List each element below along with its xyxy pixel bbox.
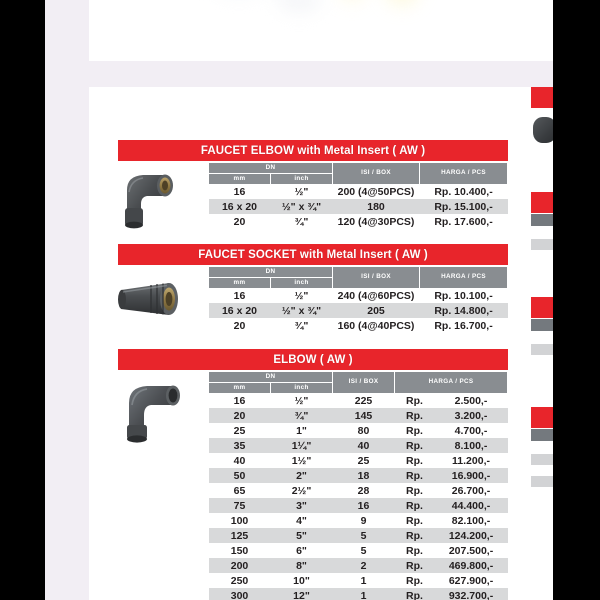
page-artifact bbox=[277, 0, 321, 12]
cell-harga-pcs: Rp. 10.400,- bbox=[420, 184, 508, 199]
cell-currency-label: Rp. bbox=[395, 423, 435, 438]
col-header-dn: DN bbox=[209, 163, 333, 174]
cell-mm: 100 bbox=[209, 513, 271, 528]
cell-harga-pcs: Rp. 17.600,- bbox=[420, 214, 508, 229]
cell-currency-label: Rp. bbox=[395, 543, 435, 558]
table-row bbox=[209, 483, 508, 498]
cell-isi-box: 5 bbox=[333, 528, 395, 543]
cell-inch: 1½" bbox=[271, 453, 333, 468]
cell-isi-box: 225 bbox=[333, 393, 395, 408]
col-header-inch: inch bbox=[271, 173, 333, 184]
preview-table-row bbox=[531, 239, 553, 250]
cell-harga-pcs: Rp. 16.700,- bbox=[420, 318, 508, 333]
table-row bbox=[209, 513, 508, 528]
cell-mm: 20 bbox=[209, 214, 271, 229]
table-row bbox=[209, 199, 508, 214]
table-row bbox=[209, 543, 508, 558]
preview-banner bbox=[531, 297, 553, 318]
cell-mm: 16 bbox=[209, 184, 271, 199]
cell-isi-box: 5 bbox=[333, 543, 395, 558]
faucet-elbow-with-metal-insert-photo bbox=[107, 164, 199, 230]
cell-isi-box: 200 (4@50PCS) bbox=[333, 184, 420, 199]
cell-isi-box: 9 bbox=[333, 513, 395, 528]
col-header-dn: DN bbox=[209, 372, 333, 383]
cell-inch: ¾" bbox=[271, 408, 333, 423]
cell-mm: 16 bbox=[209, 393, 271, 408]
cell-isi-box: 145 bbox=[333, 408, 395, 423]
col-header-harga-pcs: HARGA / PCS bbox=[420, 163, 508, 185]
cell-inch: 2" bbox=[271, 468, 333, 483]
cell-harga-pcs: 932.700,- bbox=[435, 588, 508, 600]
col-header-mm: mm bbox=[209, 173, 271, 184]
section-title-banner: FAUCET ELBOW with Metal Insert ( AW ) bbox=[118, 140, 508, 161]
cell-harga-pcs: Rp. 15.100,- bbox=[420, 199, 508, 214]
cell-inch: ½" bbox=[271, 288, 333, 303]
cell-harga-pcs: 207.500,- bbox=[435, 543, 508, 558]
col-header-inch: inch bbox=[271, 382, 333, 393]
table-row bbox=[209, 558, 508, 573]
cell-currency-label: Rp. bbox=[395, 573, 435, 588]
cell-inch: ¾" bbox=[271, 214, 333, 229]
cell-currency-label: Rp. bbox=[395, 513, 435, 528]
cell-isi-box: 40 bbox=[333, 438, 395, 453]
col-header-isi-box: ISI / BOX bbox=[333, 372, 395, 394]
spec-table-faucet-elbow bbox=[208, 162, 508, 229]
cell-isi-box: 16 bbox=[333, 498, 395, 513]
preview-table-header bbox=[531, 319, 553, 331]
cell-isi-box: 1 bbox=[333, 588, 395, 600]
preview-banner bbox=[531, 192, 553, 213]
cell-inch: 8" bbox=[271, 558, 333, 573]
letterbox-left bbox=[0, 0, 45, 600]
cell-isi-box: 1 bbox=[333, 573, 395, 588]
cell-inch: 10" bbox=[271, 573, 333, 588]
cell-harga-pcs: 26.700,- bbox=[435, 483, 508, 498]
cell-mm: 16 x 20 bbox=[209, 199, 271, 214]
cell-mm: 300 bbox=[209, 588, 271, 600]
cell-inch: 3" bbox=[271, 498, 333, 513]
cell-inch: 5" bbox=[271, 528, 333, 543]
preview-table-row bbox=[531, 344, 553, 355]
cell-mm: 40 bbox=[209, 453, 271, 468]
cell-harga-pcs: 11.200,- bbox=[435, 453, 508, 468]
cell-isi-box: 28 bbox=[333, 483, 395, 498]
cell-currency-label: Rp. bbox=[395, 438, 435, 453]
cell-inch: ½" x ¾" bbox=[271, 199, 333, 214]
cell-currency-label: Rp. bbox=[395, 483, 435, 498]
cell-isi-box: 205 bbox=[333, 303, 420, 318]
preview-banner bbox=[531, 87, 553, 108]
faucet-socket-with-metal-insert-photo bbox=[107, 268, 199, 330]
elbow-photo bbox=[107, 375, 203, 445]
preview-table-row bbox=[531, 454, 553, 465]
cell-harga-pcs: Rp. 10.100,- bbox=[420, 288, 508, 303]
cell-currency-label: Rp. bbox=[395, 588, 435, 600]
spec-table-elbow bbox=[208, 371, 508, 600]
cell-inch: ½" bbox=[271, 393, 333, 408]
cell-inch: 12" bbox=[271, 588, 333, 600]
table-row bbox=[209, 288, 508, 303]
cell-harga-pcs: 124.200,- bbox=[435, 528, 508, 543]
cell-inch: ½" bbox=[271, 184, 333, 199]
cell-currency-label: Rp. bbox=[395, 498, 435, 513]
cell-harga-pcs: 8.100,- bbox=[435, 438, 508, 453]
page-artifact bbox=[337, 0, 367, 2]
cell-inch: ¾" bbox=[271, 318, 333, 333]
cell-harga-pcs: Rp. 14.800,- bbox=[420, 303, 508, 318]
spec-table-body bbox=[209, 184, 508, 229]
table-row bbox=[209, 528, 508, 543]
table-row bbox=[209, 184, 508, 199]
spec-table-faucet-socket bbox=[208, 266, 508, 333]
preview-banner bbox=[531, 407, 553, 428]
cell-inch: 4" bbox=[271, 513, 333, 528]
cell-harga-pcs: 44.400,- bbox=[435, 498, 508, 513]
table-row bbox=[209, 393, 508, 408]
cell-inch: 1¼" bbox=[271, 438, 333, 453]
cell-mm: 16 bbox=[209, 288, 271, 303]
cell-harga-pcs: 469.800,- bbox=[435, 558, 508, 573]
cell-isi-box: 25 bbox=[333, 453, 395, 468]
cell-mm: 125 bbox=[209, 528, 271, 543]
cell-harga-pcs: 4.700,- bbox=[435, 423, 508, 438]
cell-currency-label: Rp. bbox=[395, 558, 435, 573]
cell-mm: 250 bbox=[209, 573, 271, 588]
cell-currency-label: Rp. bbox=[395, 453, 435, 468]
cell-currency-label: Rp. bbox=[395, 408, 435, 423]
cell-currency-label: Rp. bbox=[395, 393, 435, 408]
cell-inch: 6" bbox=[271, 543, 333, 558]
cell-inch: 2½" bbox=[271, 483, 333, 498]
cell-harga-pcs: 627.900,- bbox=[435, 573, 508, 588]
cell-harga-pcs: 3.200,- bbox=[435, 408, 508, 423]
cell-harga-pcs: 82.100,- bbox=[435, 513, 508, 528]
cell-mm: 20 bbox=[209, 408, 271, 423]
table-row bbox=[209, 303, 508, 318]
next-column-preview bbox=[531, 87, 553, 600]
cell-mm: 150 bbox=[209, 543, 271, 558]
table-row bbox=[209, 498, 508, 513]
cell-mm: 200 bbox=[209, 558, 271, 573]
cell-isi-box: 160 (4@40PCS) bbox=[333, 318, 420, 333]
cell-mm: 35 bbox=[209, 438, 271, 453]
spec-table-body bbox=[209, 393, 508, 600]
section-title-banner: FAUCET SOCKET with Metal Insert ( AW ) bbox=[118, 244, 508, 265]
table-row bbox=[209, 468, 508, 483]
cell-isi-box: 2 bbox=[333, 558, 395, 573]
cell-isi-box: 180 bbox=[333, 199, 420, 214]
col-header-inch: inch bbox=[271, 277, 333, 288]
preview-table-header bbox=[531, 214, 553, 226]
col-header-dn: DN bbox=[209, 267, 333, 278]
table-row bbox=[209, 573, 508, 588]
cell-harga-pcs: 16.900,- bbox=[435, 468, 508, 483]
cell-harga-pcs: 2.500,- bbox=[435, 393, 508, 408]
cell-mm: 25 bbox=[209, 423, 271, 438]
col-header-harga-pcs: HARGA / PCS bbox=[420, 267, 508, 289]
cell-currency-label: Rp. bbox=[395, 468, 435, 483]
spec-table-body bbox=[209, 288, 508, 333]
table-row bbox=[209, 438, 508, 453]
cell-currency-label: Rp. bbox=[395, 528, 435, 543]
cell-isi-box: 120 (4@30PCS) bbox=[333, 214, 420, 229]
letterbox-right bbox=[553, 0, 600, 600]
cell-isi-box: 18 bbox=[333, 468, 395, 483]
cell-inch: ½" x ¾" bbox=[271, 303, 333, 318]
previous-page-card bbox=[89, 0, 553, 61]
col-header-isi-box: ISI / BOX bbox=[333, 267, 420, 289]
cell-isi-box: 240 (4@60PCS) bbox=[333, 288, 420, 303]
section-title-banner: ELBOW ( AW ) bbox=[118, 349, 508, 370]
cell-mm: 20 bbox=[209, 318, 271, 333]
col-header-mm: mm bbox=[209, 277, 271, 288]
table-row bbox=[209, 214, 508, 229]
catalog-page-card bbox=[89, 87, 553, 600]
table-row bbox=[209, 453, 508, 468]
preview-table-header bbox=[531, 429, 553, 441]
cell-mm: 16 x 20 bbox=[209, 303, 271, 318]
cell-mm: 50 bbox=[209, 468, 271, 483]
preview-product-photo bbox=[533, 117, 553, 143]
preview-table-row bbox=[531, 476, 553, 487]
table-row bbox=[209, 423, 508, 438]
cell-isi-box: 80 bbox=[333, 423, 395, 438]
table-row bbox=[209, 318, 508, 333]
col-header-isi-box: ISI / BOX bbox=[333, 163, 420, 185]
cell-inch: 1" bbox=[271, 423, 333, 438]
col-header-harga-pcs: HARGA / PCS bbox=[395, 372, 508, 394]
col-header-mm: mm bbox=[209, 382, 271, 393]
page-artifact bbox=[384, 0, 420, 6]
table-row bbox=[209, 408, 508, 423]
cell-mm: 75 bbox=[209, 498, 271, 513]
cell-mm: 65 bbox=[209, 483, 271, 498]
table-row bbox=[209, 588, 508, 600]
